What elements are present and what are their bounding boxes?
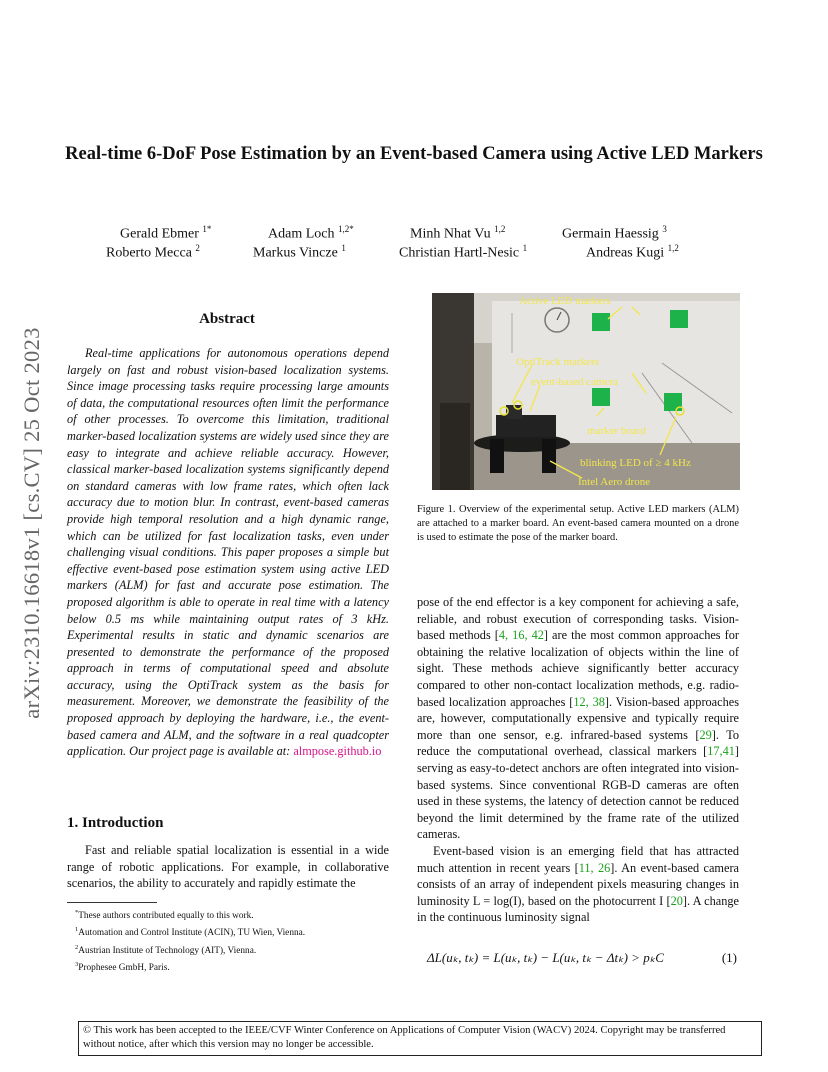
intro-paragraph: Fast and reliable spatial localization is essential in a wide range of robotic applications. For example, in collaborative scenarios, the ability to accurately and rapidly estimate the [67, 843, 389, 891]
project-page-link[interactable]: almpose.github.io [293, 744, 382, 759]
author-mecca: Roberto Mecca $^2$ [106, 243, 200, 261]
citation[interactable]: 29 [699, 727, 712, 742]
author-vu: Minh Nhat Vu $^{1,2}$ [410, 224, 506, 242]
section-heading-introduction: 1. Introduction [67, 815, 164, 831]
arxiv-stamp: arXiv:2310.16618v1 [cs.CV] 25 Oct 2023 [19, 327, 44, 719]
label-blinking-led: blinking LED of ≥ 4 kHz [580, 457, 691, 469]
label-event-camera: event-based camera [531, 376, 619, 388]
right-column-text [417, 594, 739, 926]
paragraph-pose: pose of the end effector is a key component for achieving a safe, reliable, and robust execution of corresponding tasks. Vision-based methods [4, 16, 42] are the most common approaches for obtaining the relative localization of objects within the line of sight. These methods achieve significantly better accuracy compared to other non-contact localization methods, e.g. radio-based localization approaches [12, 38]. Vision-based approaches are, however, computationally expensive and typically require more than one sensor, e.g. infrared-based systems [29]. To reduce the computational overhead, classical markers [17,41] serving as easy-to-detect anchors are often integrated into vision-based systems. Since conventional RGB-D cameras are often used in these systems, the latency of detection cannot be reduced beyond the limit determined by the frame rate of the utilized cameras. [417, 595, 740, 842]
label-optitrack: OptiTrack markers [516, 356, 599, 368]
author-ebmer: Gerald Ebmer $^{1*}$ [120, 224, 212, 242]
label-active-led: Active LED markers [519, 295, 611, 307]
citation[interactable]: 12, 38 [573, 694, 605, 709]
footnote-rule [67, 902, 157, 903]
abstract-heading: Abstract [199, 311, 255, 327]
footnotes [75, 906, 305, 975]
citation[interactable]: 11, 26 [578, 860, 611, 875]
equation-number: (1) [721, 950, 737, 965]
paragraph-event-vision: Event-based vision is an emerging field that has attracted much attention in recent years [11, 26]. An event-based camera consists of an array of independent pixels measuring changes in luminosity L = log(I), based on the photocurrent I [20]. A change in the continuous luminosity signal [417, 843, 739, 925]
equation-1 [427, 950, 739, 966]
figure-experimental-setup [432, 293, 740, 490]
author-haessig: Germain Haessig $^3$ [562, 224, 667, 242]
author-loch: Adam Loch $^{1,2*}$ [268, 224, 354, 242]
footnote-1: *These authors contributed equally to this work. [75, 909, 254, 922]
citation[interactable]: 4, 16, 42 [498, 628, 544, 643]
paper-title: Real-time 6-DoF Pose Estimation by an Event-based Camera using Active LED Markers [65, 144, 763, 164]
footnote-3: $^2$Austrian Institute of Technology (AIT), Vienna. [75, 943, 257, 956]
label-marker-board: marker board [587, 425, 646, 437]
author-vincze: Markus Vincze $^1$ [253, 243, 346, 261]
footnote-4: $^3$Prophesee GmbH, Paris. [75, 960, 170, 973]
label-drone: Intel Aero drone [578, 476, 651, 488]
abstract-text: Real-time applications for autonomous operations depend largely on fast and robust vision-based localization systems. Since image processing tasks require processing large amounts of data, the computational resources often limit the performance of other processes. To overcome this limitation, traditional marker-based localization systems are widely used since they are easy to integrate and achieve reliable accuracy. However, classical marker-based localization systems significantly depend on standard cameras with low frame rates, which often lack accuracy due to motion blur. In contrast, event-based cameras provide high temporal resolution and a high dynamic range, which can be utilized for fast localization tasks, even under challenging visual conditions. This paper proposes a simple but effective event-based pose estimation system using active LED markers (ALM) for fast and accurate pose estimation. The proposed algorithm is able to operate in real time with a latency below 0.5 ms while maintaining output rates of 3 kHz. Experimental results in static and dynamic scenarios are presented to demonstrate the performance of the proposed approach in terms of computational speed and absolute accuracy, using the OptiTrack system as the basis for measurement. Moreover, we demonstrate the feasibility of the proposed approach by deploying the hardware, i.e., the event-based camera and ALM, and the software in a real quadcopter application. Our project page is available at: almpose.github.io [67, 346, 389, 759]
equation-body: ΔL(uₖ, tₖ) = L(uₖ, tₖ) − L(uₖ, tₖ − Δtₖ) > pₖC [427, 950, 664, 965]
footnote-2: $^1$Automation and Control Institute (ACIN), TU Wien, Vienna. [75, 926, 306, 939]
setup-photo [432, 293, 740, 490]
citation[interactable]: 20 [670, 893, 683, 908]
citation[interactable]: 17,41 [707, 744, 735, 759]
author-hartl-nesic: Christian Hartl-Nesic $^1$ [399, 243, 528, 261]
copyright-notice: © This work has been accepted to the IEEE/CVF Winter Conference on Applications of Computer Vision (WACV) 2024. Copyright may be transferred without notice, after which this version may no longer be accessible. [78, 1021, 762, 1056]
figure-caption: Figure 1. Overview of the experimental setup. Active LED markers (ALM) are attached to a marker board. An event-based camera mounted on a drone is used to estimate the pose of the marker board. [417, 504, 739, 543]
author-kugi: Andreas Kugi $^{1,2}$ [586, 243, 679, 261]
